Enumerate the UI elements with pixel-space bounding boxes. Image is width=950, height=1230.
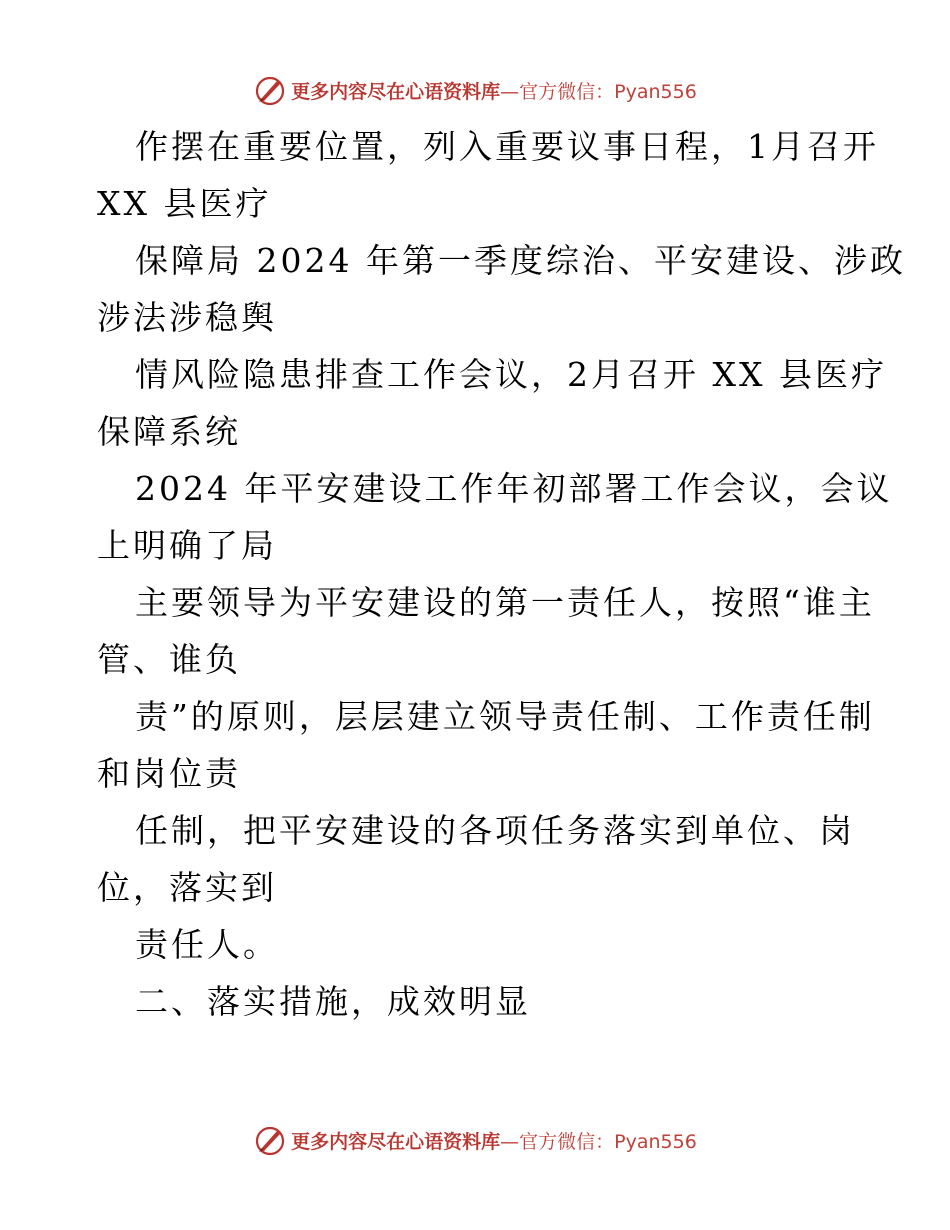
- text-line: 责”的原则，层层建立领导责任制、工作责任制: [135, 697, 875, 736]
- text-line: 位，落实到: [97, 868, 277, 907]
- quill-logo-icon: [253, 1123, 287, 1157]
- text-line: XX 县医疗: [97, 184, 272, 223]
- watermark-main: 更多内容尽在心语资料库: [291, 1130, 501, 1153]
- document-body: [97, 118, 906, 1030]
- text-line: 任制，把平安建设的各项任务落实到单位、岗: [135, 811, 855, 850]
- text-line: 情风险隐患排查工作会议，2月召开 XX 县医疗: [135, 355, 887, 394]
- watermark-text: [291, 1127, 697, 1154]
- text-line: 作摆在重要位置，列入重要议事日程，1月召开: [135, 127, 879, 166]
- watermark-separator: —: [500, 1130, 520, 1153]
- text-line: 保障系统: [97, 412, 241, 451]
- watermark-separator: —: [500, 80, 520, 103]
- text-line: 2024 年平安建设工作年初部署工作会议，会议: [135, 469, 893, 508]
- text-line: 管、谁负: [97, 640, 241, 679]
- quill-logo-icon: [253, 73, 287, 107]
- text-line: 上明确了局: [97, 526, 277, 565]
- text-line: 责任人。: [135, 925, 279, 964]
- section-heading: 二、落实措施，成效明显: [135, 982, 531, 1021]
- watermark-suffix: 官方微信：Pyan556: [519, 80, 697, 103]
- watermark-suffix: 官方微信：Pyan556: [519, 1130, 697, 1153]
- header-watermark: [0, 70, 950, 110]
- watermark-main: 更多内容尽在心语资料库: [291, 80, 501, 103]
- watermark-text: [291, 77, 697, 104]
- text-line: 保障局 2024 年第一季度综治、平安建设、涉政: [135, 241, 906, 280]
- text-line: 主要领导为平安建设的第一责任人，按照“谁主: [135, 583, 875, 622]
- text-line: 和岗位责: [97, 754, 241, 793]
- footer-watermark: [0, 1120, 950, 1160]
- text-line: 涉法涉稳舆: [97, 298, 277, 337]
